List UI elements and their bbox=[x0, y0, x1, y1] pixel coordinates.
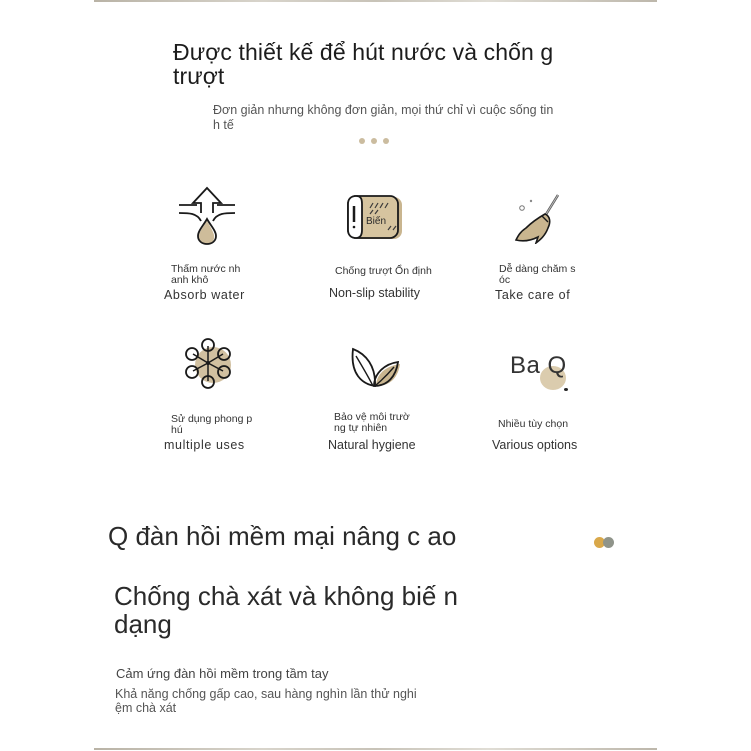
feature-label-vn: Thấm nước nh anh khô bbox=[171, 263, 241, 286]
non-slip-pad-icon bbox=[346, 194, 404, 247]
options-icon-text: Ba Q bbox=[510, 352, 567, 379]
non-slip-icon-text: Biến bbox=[366, 216, 387, 227]
feature-label-vn: Sử dụng phong p hú bbox=[171, 413, 253, 436]
feature-label-en: Natural hygiene bbox=[328, 438, 416, 452]
feature-absorb-water bbox=[160, 180, 300, 310]
feature-non-slip bbox=[328, 180, 468, 310]
broom-icon bbox=[512, 192, 562, 249]
feature-label-vn: Bảo vệ môi trườ ng tự nhiên bbox=[334, 411, 410, 434]
dot-2 bbox=[371, 138, 377, 144]
water-drop-arrow-icon bbox=[177, 183, 237, 250]
feature-various-options bbox=[490, 340, 630, 460]
color-swatches bbox=[594, 537, 612, 548]
feature-natural-hygiene bbox=[328, 330, 468, 460]
feature-label-vn: Dễ dàng chăm s óc bbox=[499, 263, 576, 286]
section-title: Q đàn hồi mềm mại nâng c ao bbox=[108, 521, 457, 551]
feature-label-vn: Nhiều tùy chọn bbox=[498, 418, 569, 430]
feature-label-en: Take care of bbox=[495, 288, 571, 302]
section-line-2: Khả năng chống gấp cao, sau hàng nghìn lần thử nghi ệm chà xát bbox=[115, 687, 417, 715]
feature-multiple-uses bbox=[160, 330, 300, 460]
top-edge-divider bbox=[94, 0, 657, 2]
molecule-icon bbox=[184, 338, 236, 395]
leaves-icon bbox=[348, 346, 406, 395]
dot-3 bbox=[383, 138, 389, 144]
options-icon-dot bbox=[564, 388, 568, 391]
feature-label-en: Absorb water bbox=[164, 288, 245, 302]
bottom-edge-divider bbox=[94, 748, 657, 750]
feature-label-en: multiple uses bbox=[164, 438, 245, 452]
feature-label-vn: Chống trượt Ổn định bbox=[335, 265, 432, 277]
feature-label-en: Non-slip stability bbox=[329, 286, 421, 300]
page-title: Được thiết kế để hút nước và chốn g trượt bbox=[173, 39, 554, 89]
feature-take-care bbox=[490, 180, 630, 310]
decorative-dots bbox=[359, 138, 389, 144]
color-swatch-gray[interactable] bbox=[603, 537, 614, 548]
dot-1 bbox=[359, 138, 365, 144]
section-subtitle: Chống chà xát và không biế n dạng bbox=[114, 581, 459, 639]
options-icon bbox=[510, 352, 580, 397]
section-line-1: Cảm ứng đàn hồi mềm trong tầm tay bbox=[116, 666, 329, 681]
page-subtitle: Đơn giản nhưng không đơn giản, mọi thứ chỉ vì cuộc sống tin h tế bbox=[213, 103, 554, 132]
feature-label-en: Various options bbox=[492, 438, 578, 452]
